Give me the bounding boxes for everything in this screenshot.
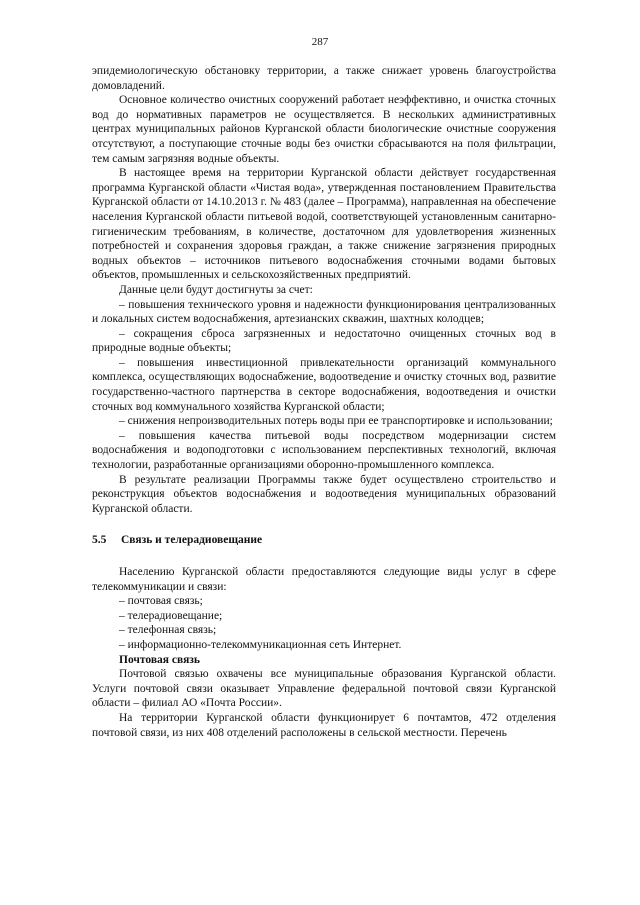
list-item: – телерадиовещание; — [119, 609, 223, 622]
paragraph: Населению Курганской области предоставляются следующие виды услуг в сфере телекоммуникации и связи: — [92, 566, 556, 593]
paragraph: В настоящее время на территории Курганской области действует государственная программа Курганской области «Чистая вода», утвержденная постановлением Правительства Курганской области от 14.10.2013 г. № 483 (далее – Программа), направленная на обеспечение населения Курганской области питьевой водой, соответствующей установленным санитарно-гигиеническим требованиям, в количестве, достаточном для удовлетворения жизненных потребностей и сохранения здоровья граждан, а также снижение загрязнения природных водных объектов – источников питьевого водоснабжения сточными водами бытовых объектов, промышленных и сельскохозяйственных предприятий. — [92, 167, 556, 282]
bullet-paragraph: – повышения технического уровня и надежности функционирования централизованных и локальных систем водоснабжения, артезианских скважин, шахтных колодцев; — [92, 298, 556, 326]
paragraph: Почтовой связью охвачены все муниципальные образования Курганской области. Услуги почтовой связи оказывает Управление федеральной почтовой связи Курганской области – филиал АО «Почта России». — [92, 668, 556, 710]
paragraph: Основное количество очистных сооружений работает неэффективно, и очистка сточных вод до нормативных параметров не осуществляется. В нескольких административных центрах муниципальных районов Курганской области биологические очистные сооружения отсутствуют, а поступающие сточные воды без очистки сбрасываются на поля фильтрации, тем самым загрязняя водные объекты. — [92, 94, 556, 165]
bullet-paragraph: – повышения инвестиционной привлекательности организаций коммунального комплекса, осуществляющих водоснабжение, водоотведение и очистку сточных вод, развитие государственно-частного партнерства в секторе водоснабжения, водоотведения и очистки сточных вод коммунального хозяйства Курганской области; — [92, 356, 556, 413]
bullet-paragraph: – повышения качества питьевой воды посредством модернизации систем водоснабжения и водоподготовки с использованием перспективных технологий, включая технологии, разработанные организациями оборонно-промышленного комплекса. — [92, 429, 556, 472]
paragraph: эпидемиологическую обстановку территории, а также снижает уровень благоустройства домовладений. — [92, 65, 556, 92]
section-number: 5.5 — [92, 534, 107, 547]
list-item: – телефонная связь; — [119, 624, 217, 637]
subsection-title: Почтовая связь — [119, 653, 200, 666]
section-title: Связь и телерадиовещание — [121, 534, 263, 547]
paragraph: В результате реализации Программы также будет осуществлено строительство и реконструкция объектов водоснабжения и водоотведения муниципальных образований Курганской области. — [92, 473, 556, 515]
page-number: 287 — [311, 36, 329, 48]
bullet-paragraph: – снижения непроизводительных потерь воды при ее транспортировке и использовании; — [119, 415, 553, 428]
page-body — [92, 64, 556, 740]
list-item: – информационно-телекоммуникационная сеть Интернет. — [119, 638, 402, 651]
bullet-paragraph: – сокращения сброса загрязненных и недостаточно очищенных сточных вод в природные водные объекты; — [92, 327, 556, 355]
section-heading — [92, 533, 556, 548]
paragraph: Данные цели будут достигнуты за счет: — [119, 283, 313, 296]
list-item: – почтовая связь; — [119, 595, 203, 608]
paragraph: На территории Курганской области функционирует 6 почтамтов, 472 отделения почтовой связи, из них 408 отделений расположены в сельской местности. Перечень — [92, 711, 556, 739]
